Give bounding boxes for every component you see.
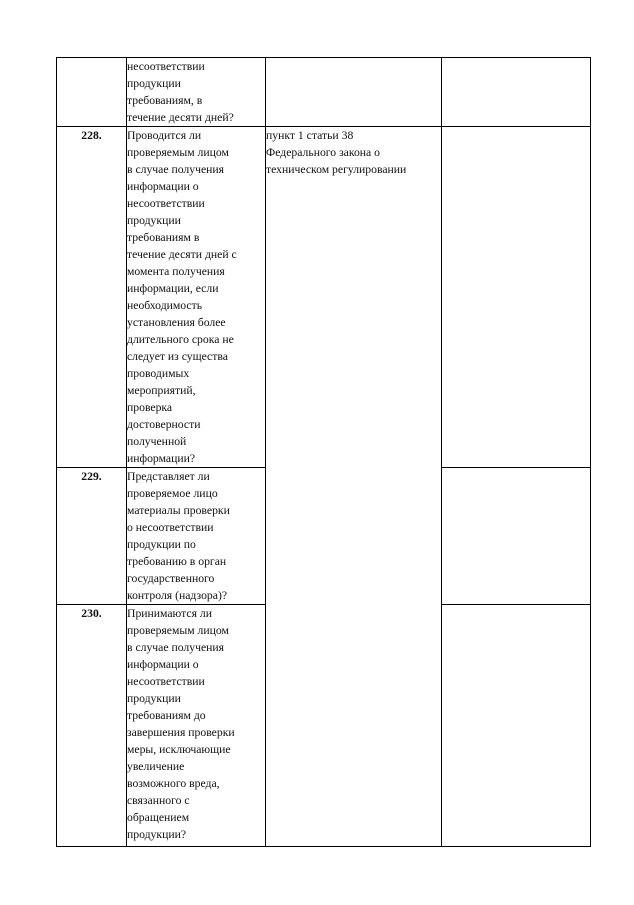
question-line: возможного вреда, <box>127 777 220 790</box>
question-line: проверка <box>127 401 173 414</box>
question-line: продукции? <box>127 828 187 841</box>
table-row <box>57 605 591 847</box>
question-line: проводимых <box>127 367 190 380</box>
question-line: момента получения <box>127 265 225 278</box>
reference-line: техническом регулировании <box>266 163 407 176</box>
question-line: течение десяти дней? <box>127 111 234 124</box>
checklist-table <box>56 57 591 847</box>
row-number: 229. <box>57 468 127 605</box>
question-line: увеличение <box>127 760 185 773</box>
question-line: следует из существа <box>127 350 228 363</box>
row-number: 230. <box>57 605 127 847</box>
question-line: о несоответствии <box>127 521 214 534</box>
reference-line: пункт 1 статьи 38 <box>266 129 354 142</box>
question-line: контроля (надзора)? <box>127 589 228 602</box>
mark-cell <box>442 127 591 468</box>
question-line: несоответствии <box>127 197 205 210</box>
question-line: несоответствии <box>127 675 205 688</box>
question-line: продукции по <box>127 538 196 551</box>
question-line: проверяемым лицом <box>127 146 229 159</box>
question-line: связанного с <box>127 794 190 807</box>
reference-cell <box>266 605 442 847</box>
question-line: продукции <box>127 214 181 227</box>
question-line: установления более <box>127 316 226 329</box>
mark-cell <box>442 605 591 847</box>
question-line: проверяемым лицом <box>127 624 229 637</box>
question-line: в случае получения <box>127 163 225 176</box>
question-line: информации о <box>127 658 199 671</box>
reference-line: Федерального закона о <box>266 146 381 159</box>
table-row <box>57 127 591 468</box>
question-line: обращением <box>127 811 190 824</box>
question-line: продукции <box>127 692 181 705</box>
question-line: течение десяти дней с <box>127 248 237 261</box>
question-line: меры, исключающие <box>127 743 231 756</box>
question-line: длительного срока не <box>127 333 234 346</box>
question-line: несоответствии <box>127 60 205 73</box>
question-line: достоверности <box>127 418 201 431</box>
reference-cell <box>266 58 442 127</box>
question-line: необходимость <box>127 299 203 312</box>
question-cell <box>127 127 266 468</box>
question-line: материалы проверки <box>127 504 230 517</box>
question-line: Проводится ли <box>127 129 202 142</box>
question-line: требованиям до <box>127 709 206 722</box>
question-line: Представляет ли <box>127 470 210 483</box>
question-line: в случае получения <box>127 641 225 654</box>
mark-cell <box>442 468 591 605</box>
question-line: требованиям, в <box>127 94 203 107</box>
question-line: требованиям в <box>127 231 200 244</box>
question-line: информации? <box>127 452 196 465</box>
question-line: государственного <box>127 572 215 585</box>
question-cell <box>127 605 266 847</box>
question-line: мероприятий, <box>127 384 196 397</box>
table-row <box>57 58 591 127</box>
row-number <box>57 58 127 127</box>
question-cell <box>127 58 266 127</box>
table-row <box>57 468 591 605</box>
question-line: информации о <box>127 180 199 193</box>
row-number: 228. <box>57 127 127 468</box>
question-line: проверяемое лицо <box>127 487 218 500</box>
question-line: Принимаются ли <box>127 607 212 620</box>
question-cell <box>127 468 266 605</box>
mark-cell <box>442 58 591 127</box>
question-line: завершения проверки <box>127 726 235 739</box>
question-line: информации, если <box>127 282 219 295</box>
question-line: требованию в орган <box>127 555 227 568</box>
question-line: продукции <box>127 77 181 90</box>
reference-cell <box>266 468 442 605</box>
question-line: полученной <box>127 435 187 448</box>
reference-cell <box>266 127 442 468</box>
